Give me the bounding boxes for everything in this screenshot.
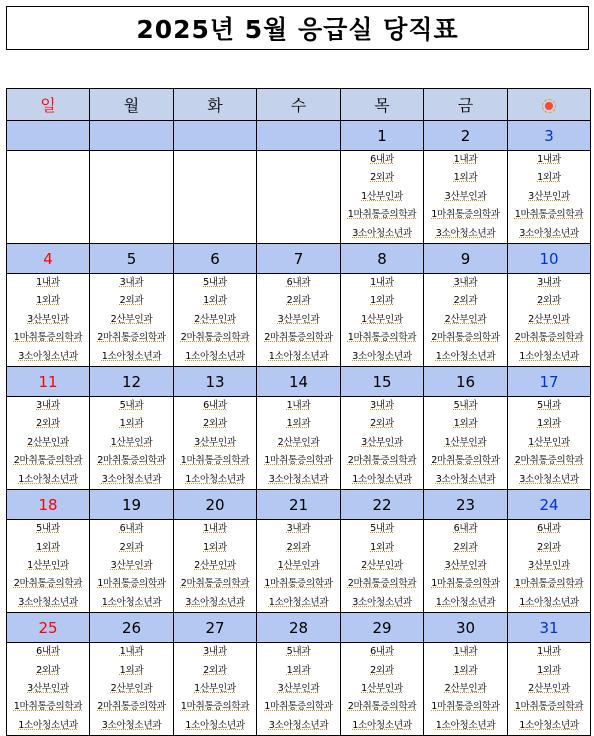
duty-entry: 1소아청소년과 (519, 596, 579, 608)
duty-cell (508, 151, 591, 244)
duty-cell (424, 643, 508, 736)
empty-date-cell (257, 121, 341, 151)
empty-date-cell (7, 121, 90, 151)
duty-entry: 3산부인과 (27, 313, 69, 325)
duty-cell (508, 274, 591, 367)
duty-cell (174, 397, 257, 490)
duty-entry: 1소아청소년과 (18, 473, 78, 485)
duty-entry: 1외과 (36, 295, 60, 307)
date-cell: 23 (424, 490, 508, 520)
duty-cell (341, 274, 424, 367)
duty-cell (508, 397, 591, 490)
duty-entry: 2마취통증의학과 (264, 332, 333, 344)
duty-cell (424, 151, 508, 244)
duty-cell (341, 520, 424, 613)
duty-entry: 2마취통증의학과 (13, 578, 83, 590)
duty-cell (7, 643, 90, 736)
duty-entry: 1외과 (537, 172, 561, 184)
duty-entry: 2외과 (537, 295, 561, 307)
duty-entry: 5내과 (36, 523, 60, 535)
duty-entry: 3소아청소년과 (268, 473, 329, 485)
duty-entry: 1내과 (370, 277, 394, 289)
date-cell: 21 (257, 490, 341, 520)
date-cell: 16 (424, 367, 508, 397)
duty-entry: 1산부인과 (528, 436, 570, 448)
duty-entry: 6내과 (203, 400, 227, 412)
date-cell: 1 (341, 121, 424, 151)
duty-entry: 1마취통증의학과 (431, 701, 500, 713)
date-cell: 18 (7, 490, 90, 520)
duty-entry: 1산부인과 (361, 682, 403, 694)
date-cell: 30 (424, 613, 508, 643)
duty-entry: 1외과 (286, 418, 311, 430)
duty-cell (174, 274, 257, 367)
duty-entry: 5내과 (119, 400, 144, 412)
duty-entry: 3소아청소년과 (435, 227, 496, 239)
duty-entry: 1마취통증의학과 (514, 578, 584, 590)
duty-cell (508, 643, 591, 736)
duty-entry: 1내과 (453, 646, 478, 658)
duty-entry: 1외과 (286, 664, 311, 676)
duty-entry: 1외과 (453, 664, 478, 676)
sun-icon (542, 99, 556, 113)
weekday-sun: 일 (7, 89, 90, 121)
duty-entry: 2외과 (370, 418, 394, 430)
duty-entry: 3내과 (36, 400, 60, 412)
duty-cell (174, 520, 257, 613)
duty-entry: 3소아청소년과 (352, 350, 412, 362)
date-cell: 26 (90, 613, 174, 643)
duty-entry: 1마취통증의학과 (97, 578, 166, 590)
duty-entry: 6내과 (370, 646, 394, 658)
duty-entry: 6내과 (286, 277, 311, 289)
date-cell: 8 (341, 244, 424, 274)
duty-entry: 2산부인과 (361, 559, 403, 571)
duty-entry: 1외과 (203, 541, 227, 553)
duty-entry: 5내과 (286, 646, 311, 658)
duty-entry: 3소아청소년과 (352, 596, 412, 608)
date-cell: 12 (90, 367, 174, 397)
date-cell: 11 (7, 367, 90, 397)
date-cell: 19 (90, 490, 174, 520)
date-row (7, 490, 591, 520)
duty-entry: 3내과 (286, 523, 311, 535)
duty-entry: 2산부인과 (528, 682, 570, 694)
duty-entry: 3소아청소년과 (435, 473, 496, 485)
weekday-mon: 월 (90, 89, 174, 121)
duty-entry: 1내과 (203, 523, 227, 535)
date-cell: 14 (257, 367, 341, 397)
duty-entry: 3산부인과 (110, 559, 153, 571)
duty-entry: 3내과 (537, 277, 561, 289)
duty-entry: 2마취통증의학과 (97, 455, 166, 467)
duty-entry: 1마취통증의학과 (180, 701, 250, 713)
duty-cell (90, 151, 174, 244)
duty-entry: 3소아청소년과 (101, 719, 162, 731)
duty-entry: 2산부인과 (444, 682, 487, 694)
duty-entry: 1산부인과 (444, 436, 487, 448)
date-cell: 17 (508, 367, 591, 397)
date-row (7, 121, 591, 151)
duty-entry: 5내과 (370, 523, 394, 535)
duty-entry: 2마취통증의학과 (514, 332, 584, 344)
duty-entry: 2외과 (537, 541, 561, 553)
duty-cell (174, 151, 257, 244)
date-cell: 3 (508, 121, 591, 151)
date-cell: 27 (174, 613, 257, 643)
date-row (7, 367, 591, 397)
duty-entry: 2마취통증의학과 (97, 701, 166, 713)
duty-entry: 1마취통증의학과 (180, 455, 250, 467)
duty-entry: 3산부인과 (27, 682, 69, 694)
duty-entry: 2외과 (36, 418, 60, 430)
duty-entry: 1마취통증의학과 (264, 701, 333, 713)
duty-cell (7, 151, 90, 244)
duty-entry: 1마취통증의학과 (431, 209, 500, 221)
duty-row (7, 643, 591, 736)
date-cell: 13 (174, 367, 257, 397)
duty-entry: 3산부인과 (528, 559, 570, 571)
duty-cell (341, 397, 424, 490)
duty-entry: 1내과 (453, 154, 478, 165)
duty-entry: 1소아청소년과 (435, 350, 496, 362)
duty-entry: 1소아청소년과 (352, 719, 412, 731)
duty-entry: 1외과 (370, 295, 394, 307)
duty-entry: 1마취통증의학과 (264, 455, 333, 467)
duty-entry: 2외과 (203, 664, 227, 676)
duty-entry: 1소아청소년과 (519, 719, 579, 731)
duty-cell (7, 274, 90, 367)
duty-entry: 3산부인과 (277, 682, 320, 694)
duty-entry: 1소아청소년과 (185, 719, 245, 731)
duty-entry: 2산부인과 (110, 682, 153, 694)
duty-entry: 1외과 (453, 172, 478, 184)
date-cell: 25 (7, 613, 90, 643)
date-cell: 24 (508, 490, 591, 520)
duty-entry: 6내과 (370, 154, 394, 165)
duty-entry: 1외과 (36, 541, 60, 553)
duty-entry: 3산부인과 (444, 559, 487, 571)
duty-entry: 6내과 (453, 523, 478, 535)
duty-entry: 3내과 (370, 400, 394, 412)
duty-entry: 6내과 (119, 523, 144, 535)
duty-entry: 3산부인과 (277, 313, 320, 325)
duty-entry: 1내과 (286, 400, 311, 412)
duty-entry: 1소아청소년과 (435, 719, 496, 731)
duty-entry: 3소아청소년과 (268, 719, 329, 731)
duty-entry: 2산부인과 (528, 313, 570, 325)
duty-entry: 1산부인과 (361, 313, 403, 325)
duty-entry: 1마취통증의학과 (13, 332, 83, 344)
duty-entry: 2산부인과 (194, 559, 236, 571)
date-cell: 22 (341, 490, 424, 520)
duty-entry: 2산부인과 (444, 313, 487, 325)
weekday-header-row (7, 89, 591, 121)
page-title: 2025년 5월 응급실 당직표 (6, 6, 589, 50)
duty-entry: 1산부인과 (194, 682, 236, 694)
duty-entry: 3소아청소년과 (185, 596, 245, 608)
duty-entry: 2마취통증의학과 (180, 578, 250, 590)
duty-entry: 1외과 (537, 418, 561, 430)
duty-entry: 1내과 (537, 646, 561, 658)
duty-entry: 3산부인과 (528, 190, 570, 202)
duty-cell (257, 274, 341, 367)
duty-entry: 2산부인과 (277, 436, 320, 448)
duty-cell (508, 520, 591, 613)
duty-entry: 1산부인과 (361, 190, 403, 202)
duty-cell (341, 643, 424, 736)
duty-cell (90, 274, 174, 367)
duty-entry: 1산부인과 (110, 436, 153, 448)
duty-cell (90, 643, 174, 736)
duty-entry: 1내과 (537, 154, 561, 165)
duty-entry: 2마취통증의학과 (347, 701, 417, 713)
duty-entry: 1외과 (119, 664, 144, 676)
duty-entry: 1외과 (119, 418, 144, 430)
duty-cell (257, 520, 341, 613)
duty-entry: 1소아청소년과 (268, 350, 329, 362)
date-cell: 7 (257, 244, 341, 274)
duty-cell (257, 397, 341, 490)
duty-entry: 3소아청소년과 (101, 473, 162, 485)
duty-entry: 1마취통증의학과 (347, 332, 417, 344)
duty-entry: 3내과 (119, 277, 144, 289)
duty-entry: 2외과 (119, 295, 144, 307)
date-row (7, 244, 591, 274)
duty-entry: 1소아청소년과 (519, 350, 579, 362)
duty-entry: 2외과 (453, 295, 478, 307)
duty-entry: 1소아청소년과 (435, 596, 496, 608)
duty-entry: 2마취통증의학과 (13, 455, 83, 467)
duty-entry: 2외과 (36, 664, 60, 676)
duty-entry: 2외과 (286, 541, 311, 553)
date-cell: 29 (341, 613, 424, 643)
duty-cell (424, 520, 508, 613)
weekday-sat (508, 89, 591, 121)
duty-entry: 2마취통증의학과 (97, 332, 166, 344)
duty-cell (257, 643, 341, 736)
duty-entry: 2외과 (370, 172, 394, 184)
duty-entry: 1내과 (119, 646, 144, 658)
date-cell: 31 (508, 613, 591, 643)
duty-entry: 2외과 (370, 664, 394, 676)
duty-calendar (6, 88, 591, 736)
duty-cell (90, 397, 174, 490)
date-cell: 28 (257, 613, 341, 643)
duty-entry: 2산부인과 (27, 436, 69, 448)
duty-cell (424, 274, 508, 367)
duty-entry: 1산부인과 (277, 559, 320, 571)
duty-entry: 2외과 (203, 418, 227, 430)
duty-entry: 1마취통증의학과 (431, 578, 500, 590)
duty-cell (7, 520, 90, 613)
duty-entry: 3소아청소년과 (18, 596, 78, 608)
duty-entry: 3산부인과 (444, 190, 487, 202)
empty-date-cell (174, 121, 257, 151)
duty-row (7, 151, 591, 244)
duty-entry: 1소아청소년과 (268, 596, 329, 608)
duty-entry: 5내과 (537, 400, 561, 412)
duty-entry: 1소아청소년과 (185, 473, 245, 485)
duty-cell (424, 397, 508, 490)
duty-entry: 1소아청소년과 (185, 350, 245, 362)
date-cell: 9 (424, 244, 508, 274)
duty-entry: 2마취통증의학과 (347, 578, 417, 590)
duty-entry: 3내과 (453, 277, 478, 289)
duty-entry: 2산부인과 (194, 313, 236, 325)
date-cell: 2 (424, 121, 508, 151)
duty-entry: 2마취통증의학과 (431, 455, 500, 467)
date-cell: 10 (508, 244, 591, 274)
date-cell: 15 (341, 367, 424, 397)
duty-entry: 1마취통증의학과 (13, 701, 83, 713)
duty-entry: 2외과 (286, 295, 311, 307)
duty-entry: 3소아청소년과 (352, 227, 412, 239)
duty-cell (7, 397, 90, 490)
duty-entry: 2마취통증의학과 (431, 332, 500, 344)
weekday-tue: 화 (174, 89, 257, 121)
duty-cell (257, 151, 341, 244)
duty-entry: 1내과 (36, 277, 60, 289)
duty-entry: 1마취통증의학과 (347, 209, 417, 221)
duty-entry: 2마취통증의학과 (514, 455, 584, 467)
date-cell: 5 (90, 244, 174, 274)
duty-entry: 1마취통증의학과 (514, 209, 584, 221)
empty-date-cell (90, 121, 174, 151)
date-cell: 4 (7, 244, 90, 274)
duty-entry: 1소아청소년과 (101, 596, 162, 608)
duty-entry: 6내과 (537, 523, 561, 535)
duty-entry: 1외과 (537, 664, 561, 676)
duty-row (7, 397, 591, 490)
duty-entry: 1마취통증의학과 (264, 578, 333, 590)
duty-entry: 1소아청소년과 (18, 719, 78, 731)
duty-entry: 1소아청소년과 (352, 473, 412, 485)
duty-entry: 3소아청소년과 (519, 473, 579, 485)
duty-entry: 3소아청소년과 (18, 350, 78, 362)
duty-cell (341, 151, 424, 244)
duty-entry: 1소아청소년과 (101, 350, 162, 362)
duty-cell (90, 520, 174, 613)
weekday-fri: 금 (424, 89, 508, 121)
duty-entry: 2산부인과 (110, 313, 153, 325)
duty-entry: 1외과 (203, 295, 227, 307)
duty-entry: 3산부인과 (194, 436, 236, 448)
duty-entry: 2마취통증의학과 (347, 455, 417, 467)
duty-row (7, 274, 591, 367)
duty-entry: 1외과 (453, 418, 478, 430)
duty-entry: 1산부인과 (27, 559, 69, 571)
duty-entry: 5내과 (453, 400, 478, 412)
weekday-thu: 목 (341, 89, 424, 121)
duty-entry: 5내과 (203, 277, 227, 289)
date-row (7, 613, 591, 643)
duty-entry: 2외과 (453, 541, 478, 553)
duty-entry: 3산부인과 (361, 436, 403, 448)
duty-entry: 6내과 (36, 646, 60, 658)
date-cell: 20 (174, 490, 257, 520)
weekday-wed: 수 (257, 89, 341, 121)
duty-entry: 2마취통증의학과 (180, 332, 250, 344)
duty-entry: 3소아청소년과 (519, 227, 579, 239)
duty-entry: 2외과 (119, 541, 144, 553)
duty-cell (174, 643, 257, 736)
duty-entry: 1외과 (370, 541, 394, 553)
date-cell: 6 (174, 244, 257, 274)
duty-entry: 1마취통증의학과 (514, 701, 584, 713)
duty-row (7, 520, 591, 613)
duty-entry: 3내과 (203, 646, 227, 658)
